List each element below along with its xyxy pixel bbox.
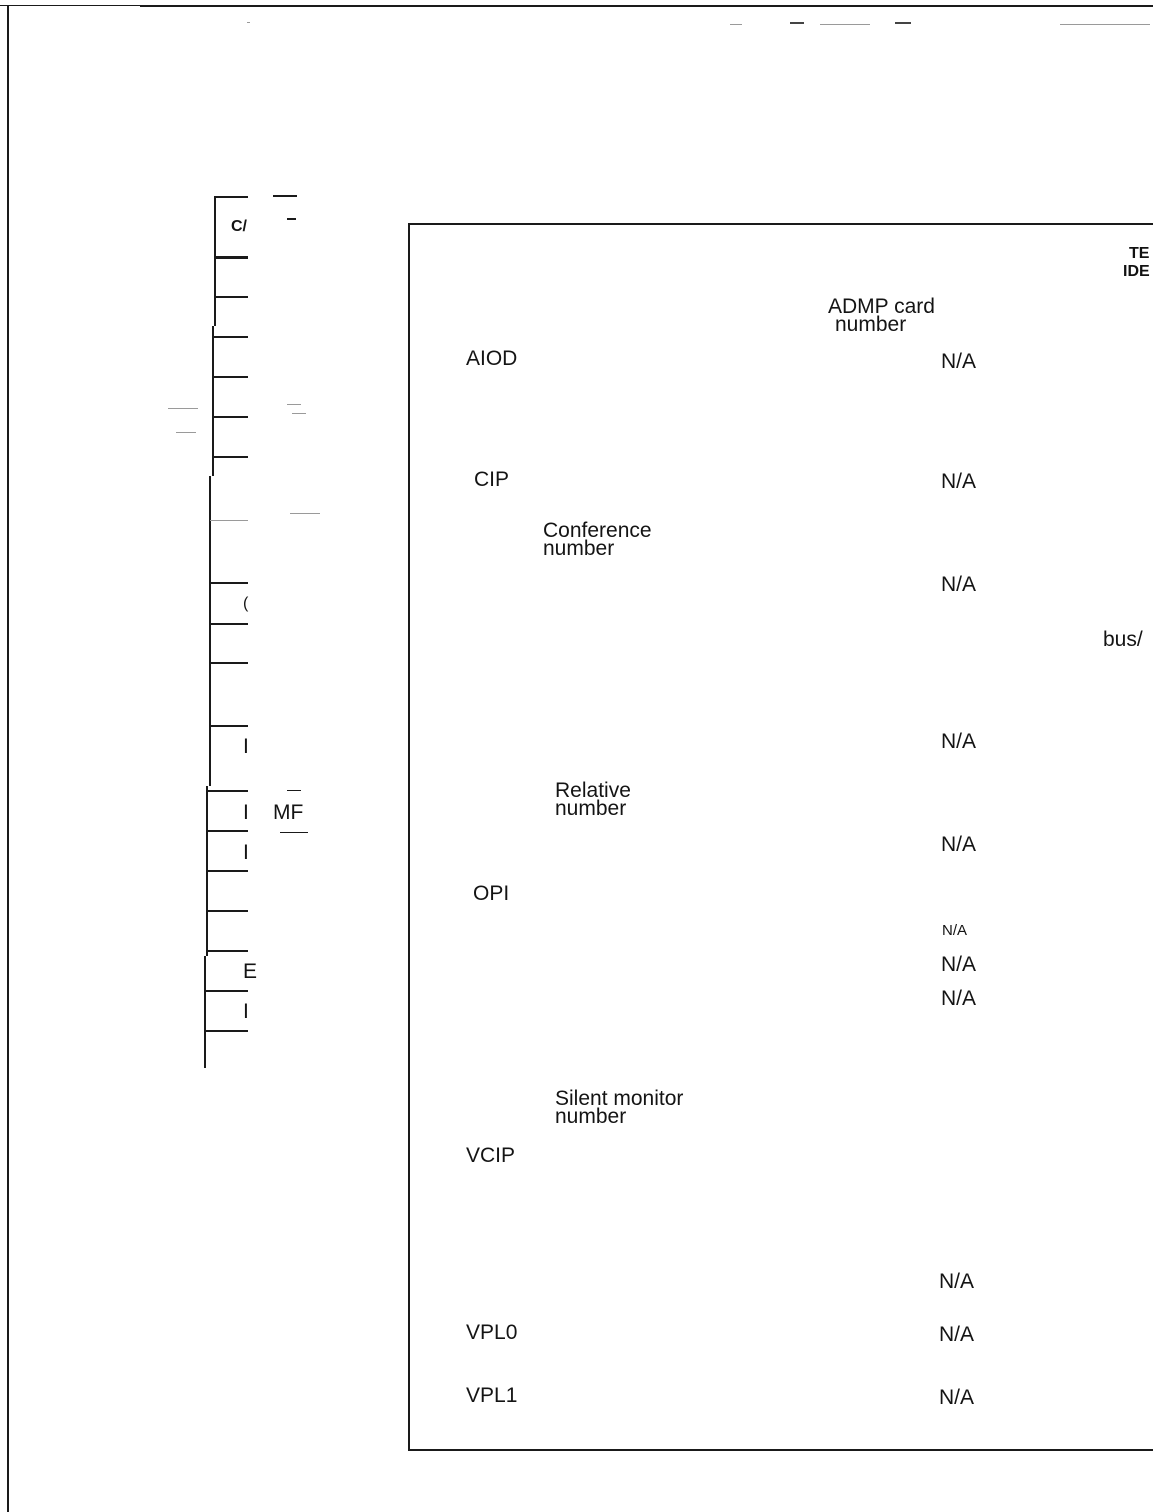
left-header-rule (215, 256, 248, 259)
scan-mark (895, 22, 911, 24)
page-left-rule (7, 6, 9, 1512)
table-row-value: N/A (941, 470, 977, 493)
admp-card-header (828, 295, 935, 336)
left-table-border (214, 196, 216, 326)
scan-mark (176, 432, 196, 433)
left-row-fragment: ( (243, 595, 249, 612)
left-row-rule (205, 990, 248, 992)
page-top-rule-right (140, 5, 1153, 7)
bus-text: bus/ (1103, 628, 1143, 651)
left-table-top (215, 196, 248, 198)
left-row-rule (212, 456, 248, 458)
table-row-value: N/A (939, 1270, 975, 1293)
conference-number-label (543, 519, 652, 560)
table-row-name: CIP (474, 468, 510, 491)
mf-label: MF (273, 801, 304, 824)
left-table-border (212, 326, 214, 476)
silent-line1: Silent monitor (555, 1087, 684, 1110)
left-row-rule (212, 416, 248, 418)
table-row-value: N/A (941, 953, 977, 976)
left-table-border (204, 956, 206, 1068)
left-header-mark (287, 218, 296, 220)
scan-mark (1060, 24, 1150, 25)
left-table-top-dash (273, 195, 297, 197)
left-row-rule (204, 1030, 248, 1032)
left-row-fragment: I (243, 841, 249, 864)
left-row-rule (209, 623, 248, 625)
table-row-value: N/A (941, 350, 977, 373)
table-row-value: N/A (941, 987, 977, 1010)
left-row-rule-faint (210, 520, 248, 521)
left-row-rule (214, 336, 248, 338)
left-row-rule (209, 725, 248, 727)
scan-mark (820, 24, 870, 25)
page-top-rule (0, 5, 140, 6)
mf-underline (280, 832, 308, 833)
admp-header-line1: ADMP card (828, 295, 935, 318)
relative-line2: number (555, 797, 627, 820)
left-row-fragment: I (243, 1000, 249, 1023)
vcip-label: VCIP (466, 1144, 516, 1167)
scan-mark (168, 408, 198, 409)
relative-line1: Relative (555, 779, 631, 802)
table-left-border (408, 223, 410, 1451)
table-row-value: N/A (941, 573, 977, 596)
scan-mark (730, 24, 742, 25)
column-header (1123, 245, 1150, 281)
left-header-fragment: C/ (231, 218, 247, 235)
table-row-name: OPI (473, 882, 510, 905)
table-row-value: N/A (941, 833, 977, 856)
left-row-rule (209, 582, 248, 584)
column-header-line1: TE (1129, 245, 1150, 262)
table-row-value: N/A (939, 1386, 975, 1409)
table-row-value: N/A (939, 1323, 975, 1346)
table-row-name: VPL1 (466, 1384, 518, 1407)
relative-number-label (555, 779, 631, 820)
table-row-name: AIOD (466, 347, 518, 370)
left-row-fragment: E (243, 960, 258, 983)
conference-line2: number (543, 537, 615, 560)
left-table-border (209, 476, 211, 786)
table-row-value: N/A (942, 922, 968, 939)
mf-overline (287, 790, 301, 791)
silent-line2: number (555, 1105, 627, 1128)
admp-header-line2: number (835, 313, 907, 336)
table-row-name: VPL0 (466, 1321, 518, 1344)
left-row-rule (206, 870, 248, 872)
left-row-rule (214, 296, 248, 298)
left-row-rule (206, 950, 248, 952)
scan-mark (287, 404, 301, 405)
left-row-rule (209, 662, 248, 664)
column-header-line2: IDE (1123, 263, 1150, 280)
left-row-rule (207, 790, 248, 792)
silent-monitor-label (555, 1087, 684, 1128)
conference-line1: Conference (543, 519, 652, 542)
scan-mark (292, 413, 306, 414)
table-row-value: N/A (941, 730, 977, 753)
table-top-border (409, 223, 1153, 225)
left-row-rule (212, 376, 248, 378)
left-row-rule (207, 830, 248, 832)
scan-mark (790, 22, 804, 24)
left-row-rule (206, 910, 248, 912)
scan-mark (290, 513, 320, 514)
table-bottom-border (408, 1449, 1153, 1451)
left-row-fragment: I (243, 801, 249, 824)
left-row-fragment: I (243, 735, 249, 758)
scan-mark (247, 22, 250, 23)
